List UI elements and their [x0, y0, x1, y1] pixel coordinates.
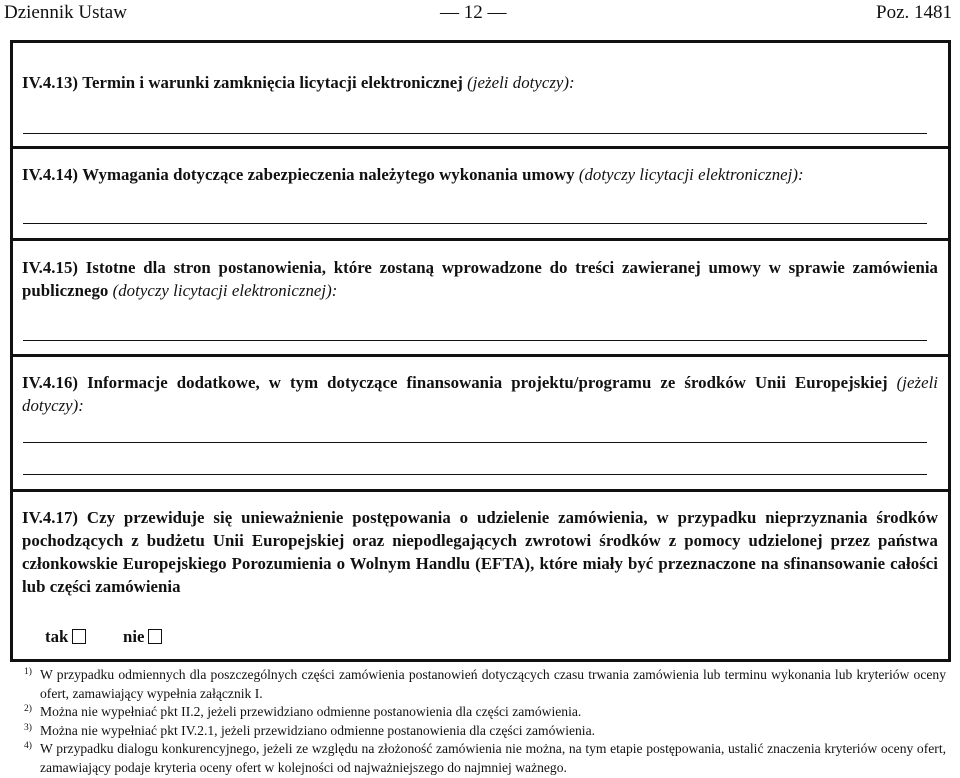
section-title: Termin i warunki zamknięcia licytacji elektronicznej — [82, 73, 463, 92]
footnote-text: W przypadku dialogu konkurencyjnego, jeżeli ze względu na złożoność zamówienia nie można, na tym etapie postępowania, ustalić znaczenia kryteriów oceny ofert, zamawiający podaje kryteria oceny ofert w kolejności od najważniejszego do najmniej ważnego. — [40, 741, 946, 775]
answer-line-15[interactable] — [23, 340, 927, 341]
footnote-text: W przypadku odmiennych dla poszczególnych części zamówienia postanowień dotyczących czasu trwania zamówienia lub terminu wykonania lub kryteriów oceny ofert, zamawiający wypełnia załącznik I. — [40, 667, 946, 701]
footnote — [24, 722, 946, 741]
section-note: (dotyczy licytacji elektronicznej): — [112, 281, 338, 300]
footnote-text: Można nie wypełniać pkt II.2, jeżeli przewidziano odmienne postanowienia dla części zamówienia. — [40, 704, 582, 720]
journal-title: Dziennik Ustaw — [4, 2, 127, 23]
section-iv-4-16 — [13, 371, 948, 417]
footnote-text: Można nie wypełniać pkt IV.2.1, jeżeli przewidziano odmienne postanowienia dla części zamówienia. — [40, 722, 596, 738]
footnote — [24, 666, 946, 703]
answer-line-14[interactable] — [23, 223, 927, 224]
section-note: (jeżeli dotyczy): — [467, 73, 575, 92]
section-question: IV.4.17) Czy przewiduje się unieważnienie postępowania o udzielenie zamówienia, w przypadku nieprzyznania środków pochodzących z budżetu Unii Europejskiej oraz niepodlegających zwrotowi środków z pomocy udzielonej przez państwa członkowskie Europejskiego Porozumienia o Wolnym Handlu (EFTA), które miały być przeznaczone na sfinansowanie całości lub części zamówienia — [22, 508, 938, 596]
section-note: (dotyczy licytacji elektronicznej): — [578, 165, 804, 184]
checkbox-no[interactable] — [148, 629, 162, 644]
section-divider — [13, 489, 948, 492]
footnotes — [24, 666, 946, 778]
option-no-label: nie — [123, 627, 145, 646]
section-number: IV.4.16) — [22, 373, 79, 392]
answer-line-16b[interactable] — [23, 474, 927, 475]
section-number: IV.4.13) — [22, 73, 79, 92]
answer-line-13[interactable] — [23, 133, 927, 134]
section-number: IV.4.15) — [22, 258, 79, 277]
section-note: (jeżeli dotyczy): — [22, 373, 938, 415]
section-title: Informacje dodatkowe, w tym dotyczące finansowania projektu/programu ze środków Unii Europejskiej — [87, 373, 888, 392]
page-number: — 12 — — [440, 2, 507, 23]
section-title: Wymagania dotyczące zabezpieczenia należytego wykonania umowy — [82, 165, 575, 184]
option-yes[interactable] — [45, 627, 86, 647]
section-title: Istotne dla stron postanowienia, które zostaną wprowadzone do treści zawieranej umowy w sprawie zamówienia publicznego — [22, 258, 938, 300]
answer-line-16a[interactable] — [23, 442, 927, 443]
page-header — [0, 0, 960, 26]
footnote — [24, 740, 946, 777]
section-divider — [13, 146, 948, 149]
footnote-mark: 2) — [24, 704, 32, 715]
section-divider — [13, 354, 948, 357]
section-divider — [13, 238, 948, 241]
form-frame — [10, 40, 951, 662]
section-number: IV.4.14) — [22, 165, 79, 184]
section-iv-4-13 — [13, 71, 948, 94]
section-iv-4-15 — [13, 256, 948, 302]
position-number: Poz. 1481 — [876, 2, 952, 23]
footnote-mark: 3) — [24, 722, 32, 733]
option-no[interactable] — [123, 627, 162, 647]
option-yes-label: tak — [45, 627, 69, 646]
footnote-mark: 1) — [24, 667, 32, 677]
section-iv-4-14 — [13, 163, 948, 186]
footnote — [24, 703, 946, 722]
checkbox-yes[interactable] — [72, 629, 86, 644]
section-iv-4-17 — [13, 506, 948, 598]
footnote-mark: 4) — [24, 741, 32, 752]
